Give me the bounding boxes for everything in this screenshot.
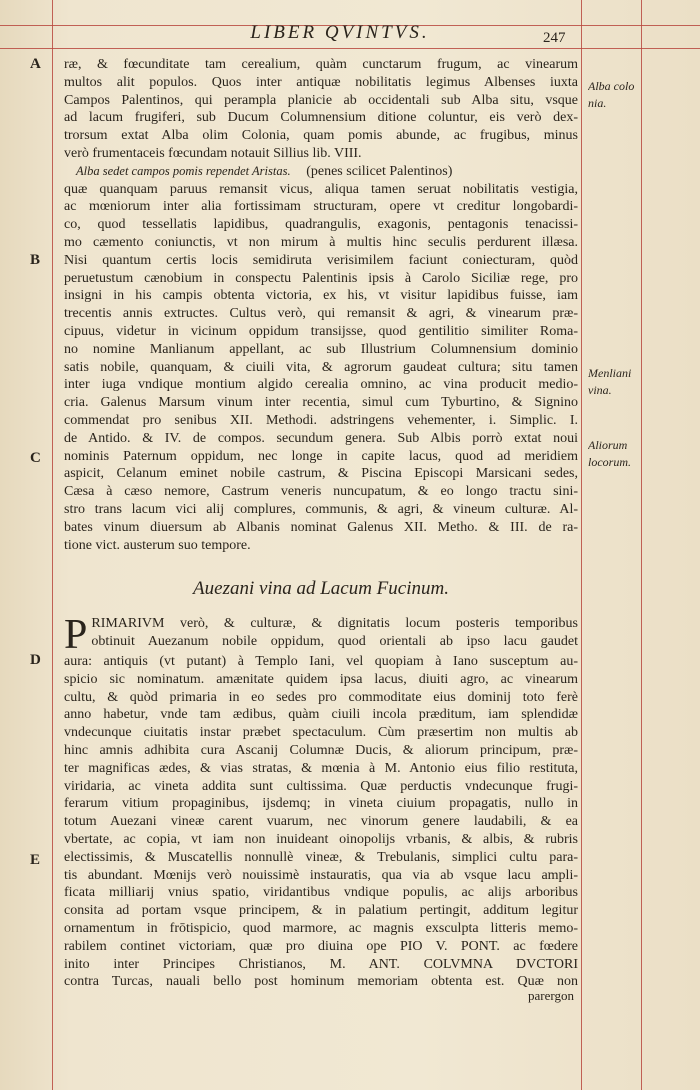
text-line: nominis Paternum oppidum, nec longe in capite lacus, quod ad meridiem bbox=[64, 448, 578, 464]
text-line: stro trans lacum vici alij complures, communis, & agri, & vineum culturæ. Al- bbox=[64, 501, 578, 517]
text-line: ad lacum frugiferi, sub Ducum Columnensium ditione coluntur, eis verò dex- bbox=[64, 110, 578, 126]
text-line: rabilem continet victoriam, quæ pro diuina ope PIO V. PONT. ac fœdere bbox=[64, 938, 578, 954]
text-line: anno habetur, vnde tam ædibus, quàm ciuili incola præditum, iam splendidæ bbox=[64, 707, 578, 723]
text-line: inito inter Principes Christianos, M. ANT. COLVMNA DVCTORI bbox=[64, 956, 578, 972]
margin-note-aliorum bbox=[588, 437, 658, 471]
text-line: aspicit, Celanum eminet nobile castrum, & Piscina Episcopi Marsicani sedes, bbox=[64, 466, 578, 482]
verse-text: Alba sedet campos pomis rependet Aristas. bbox=[76, 163, 291, 178]
margin-note-menliani bbox=[588, 365, 658, 399]
text-line: Cæsa à cæso nemore, Castrum veneris nuncupatum, & eo longo tractu sini- bbox=[64, 484, 578, 500]
text-line: ferarum vitium propaginibus, ijsdemq; in vineta ciuium propagatis, nullo in bbox=[64, 796, 578, 812]
text-line: viridaria, ac vineta addita sunt cultissima. Quæ perductis vndecunque frugi- bbox=[64, 778, 578, 794]
text-line: inter iuga vndique montium algido cerealia omnino, ac vina producit medio- bbox=[64, 377, 578, 393]
paragraph-one bbox=[64, 56, 578, 554]
text-line: obtinuit Auezanum nobile oppidum, quod orientali ab ipso lacu gaudet bbox=[91, 633, 578, 649]
text-line: tione vict. austerum suo tempore. bbox=[64, 537, 251, 553]
text-line: RIMARIVM verò, & culturæ, & dignitatis locum posteris temporibus bbox=[91, 616, 578, 631]
text-line: tis abundant. Mœnijs verò nouissimè instauratis, qua via ab vsque lacu ampli- bbox=[64, 867, 578, 883]
left-rule bbox=[52, 0, 53, 1090]
header-rule bbox=[0, 48, 700, 49]
text-line: co, quod tessellatis lapidibus, quadrangulis, exagonis, pentagonis tenacissi- bbox=[64, 217, 578, 233]
margin-note-line: locorum. bbox=[588, 455, 631, 469]
text-line: cipuus, videtur in vicinum oppidum transijsse, quod gentilitio similiter Roma- bbox=[64, 323, 578, 339]
text-line: contra Turcas, nauali bello post hominum memoriam obtenta est. Quæ non bbox=[64, 974, 578, 990]
margin-letter-e: E bbox=[30, 852, 41, 868]
margin-note-line: vina. bbox=[588, 383, 612, 397]
text-line: no nomine Manlianum appellant, ac sub Illustrium Columnensium dominio bbox=[64, 341, 578, 357]
text-line: verò frumentaceis fœcundam notauit Sillius lib. VIII. bbox=[64, 145, 362, 161]
text-line: trecentis annis extructes. Cultus verò, qui remansit & agri, & vinearum præ- bbox=[64, 306, 578, 322]
paragraph-two bbox=[64, 612, 578, 991]
margin-note-alba bbox=[588, 78, 658, 112]
verse-quote bbox=[64, 163, 578, 181]
text-line: bates vinum diuersum ab Albanis nominat Galenus XII. Metho. & III. de ra- bbox=[64, 519, 578, 535]
text-line: ornamentum in frōtispicio, quod marmore, ac magnis exsculpta litteris memo- bbox=[64, 920, 578, 936]
margin-note-line: Menliani bbox=[588, 366, 632, 380]
text-line: consita ad portam vsque principem, & in palatium pertingit, additum legitur bbox=[64, 903, 578, 919]
margin-note-line: Alba colo bbox=[588, 79, 635, 93]
text-line: ac mœniorum inter alia fortissimam structuram, opere vt creditur longobardi- bbox=[64, 199, 578, 215]
text-line: trorsum extat Alba olim Colonia, quam pomis abunde, ac frugibus, minus bbox=[64, 128, 578, 144]
outer-rule bbox=[641, 0, 642, 1090]
text-line: peruetustum cænobium in conspectu Palentinis ipsis à Carolo Siciliæ rege, pro bbox=[64, 270, 578, 286]
text-line: insigni in his campis obtenta victoria, ex his, vt visitur lapidibus fuisse, iam bbox=[64, 288, 578, 304]
text-line: Campos Palentinos, qui perampla planicie ab occidentali sub Alba situ, vsque bbox=[64, 92, 578, 108]
right-text-rule bbox=[581, 0, 582, 1090]
text-line: de Antido. & IV. de compos. secundum genera. Sub Albis porrò extat noui bbox=[64, 430, 578, 446]
text-line: totum Auezani vineæ carent vuarum, nec vinorum genere laudabili, & ea bbox=[64, 814, 578, 830]
margin-note-line: nia. bbox=[588, 96, 607, 110]
margin-letter-b: B bbox=[30, 252, 41, 268]
text-line: ræ, & fœcunditate tam cerealium, quàm cunctarum frugum, ac vinearum bbox=[64, 57, 578, 72]
text-line: electissimis, & Muscatellis nonnullè vineæ, & Trebulanis, simplici cultu para- bbox=[64, 849, 578, 865]
margin-letter-a: A bbox=[30, 56, 41, 72]
margin-letter-c: C bbox=[30, 450, 41, 466]
text-line: Nisi quantum certis locis semidiruta verisimilem faciunt coniecturam, quòd bbox=[64, 252, 578, 268]
page-number: 247 bbox=[543, 30, 566, 46]
margin-letter-d: D bbox=[30, 652, 41, 668]
verse-gloss: (penes scilicet Palentinos) bbox=[306, 163, 453, 179]
drop-cap: P bbox=[64, 612, 88, 658]
running-head: LIBER QVINTVS. bbox=[250, 22, 430, 43]
text-line: hinc amnis adhibita cura Ascanij Columnæ Ducis, & aliorum principum, præ- bbox=[64, 742, 578, 758]
text-line: quæ quanquam paruus remansit vicus, aliqua tamen seruat nobilitatis vestigia, bbox=[64, 181, 578, 197]
text-line: vbertate, ac copia, vt iam non inuideant oinopolijs vrbanis, & albis, & rubris bbox=[64, 831, 578, 847]
section-heading: Auezani vina ad Lacum Fucinum. bbox=[193, 578, 449, 599]
margin-note-line: Aliorum bbox=[588, 438, 628, 452]
text-line: multos alit populos. Quos inter antiquæ nobilitatis legimus Albenses iuxta bbox=[64, 74, 578, 90]
text-line: aura: antiquis (vt putant) à Templo Iani, vel quopiam à Iano susceptum au- bbox=[64, 654, 578, 669]
text-line: cultu, & quòd primaria in eo sedes pro commoditate eius dominij toto ferè bbox=[64, 689, 578, 705]
text-line: cria. Galenus Marsum vinum inter recentia, simul cum Tyburtino, & Signino bbox=[64, 395, 578, 411]
text-line: vndecunque ciuitatis instar præbet spectaculum. Cùm præsertim non multis ab bbox=[64, 725, 578, 741]
text-line: mo cæmento coniunctis, vt non mirum à multis hinc seculis perdurent illæsa. bbox=[64, 234, 578, 250]
text-line: ficata milliarij vnius spatio, viridantibus vndique populis, ac alijs arboribus bbox=[64, 885, 578, 901]
text-line: spicio sic nominatum. amænitate quidem ipsa lacus, diuiti agro, ac vinearum bbox=[64, 671, 578, 687]
catchword: parergon bbox=[528, 988, 574, 1003]
text-line: ter magnificas ædes, & vias stratas, & mœnia à M. Antonio eius filio restituta, bbox=[64, 760, 578, 776]
text-line: satis nobile, quanquam, & ciuili vita, & agrorum gaudeat cultura; situ tamen bbox=[64, 359, 578, 375]
text-line: commendat pro senibus XII. Methodi. adstringens vehementer, i. Simplic. I. bbox=[64, 412, 578, 428]
